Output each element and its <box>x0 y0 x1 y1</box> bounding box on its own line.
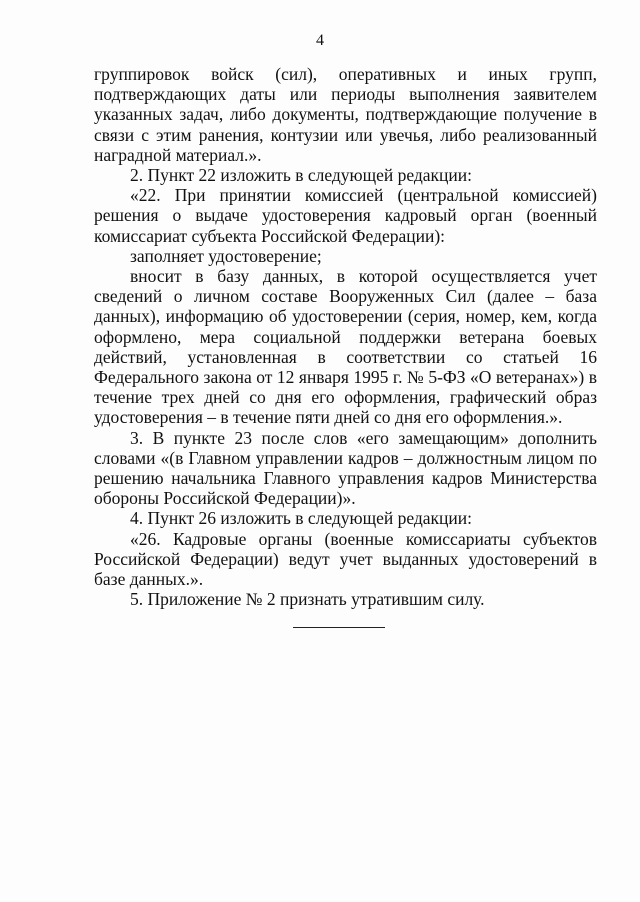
paragraph-item-2: 2. Пункт 22 изложить в следующей редакции: <box>130 165 473 186</box>
paragraph-continuation: группировок войск (сил), оперативных и иных групп, подтверждающих даты или периоды выполнения заявителем указанных задач, либо документы, подтверждающие получение в связи с этим ранения, контузии или увечья, либо реализованный наградной материал.». <box>94 64 597 165</box>
paragraph-fills-certificate: заполняет удостоверение; <box>130 245 322 266</box>
paragraph-item-5: 5. Приложение № 2 признать утратившим силу. <box>130 589 485 610</box>
page-number: 4 <box>316 32 324 49</box>
paragraph-item-3: 3. В пункте 23 после слов «его замещающим» дополнить словами «(в Главном управлении кадров – должностным лицом по решению начальника Главного управления кадров Министерства обороны Российской Федерации)». <box>94 427 597 509</box>
document-body <box>94 64 597 609</box>
end-of-document-rule <box>293 627 385 628</box>
paragraph-item-4: 4. Пункт 26 изложить в следующей редакции: <box>130 508 473 529</box>
paragraph-quote-26: «26. Кадровые органы (военные комиссариаты субъектов Российской Федерации) ведут учет выданных удостоверений в базе данных.». <box>94 528 597 590</box>
paragraph-database-entry: вносит в базу данных, в которой осуществляется учет сведений о личном составе Вооруженных Сил (далее – база данных), информацию об удостоверении (серия, номер, кем, когда оформлено, мера социальной поддержки ветерана боевых действий, установленная в соответствии со статьей 16 Федерального закона от 12 января 1995 г. № 5-ФЗ «О ветеранах») в течение трех дней со дня его оформления, графический образ удостоверения – в течение пяти дней со дня его оформления.». <box>94 266 597 428</box>
paragraph-quote-22: «22. При принятии комиссией (центральной комиссией) решения о выдаче удостоверения кадровый орган (военный комиссариат субъекта Российской Федерации): <box>94 185 597 246</box>
